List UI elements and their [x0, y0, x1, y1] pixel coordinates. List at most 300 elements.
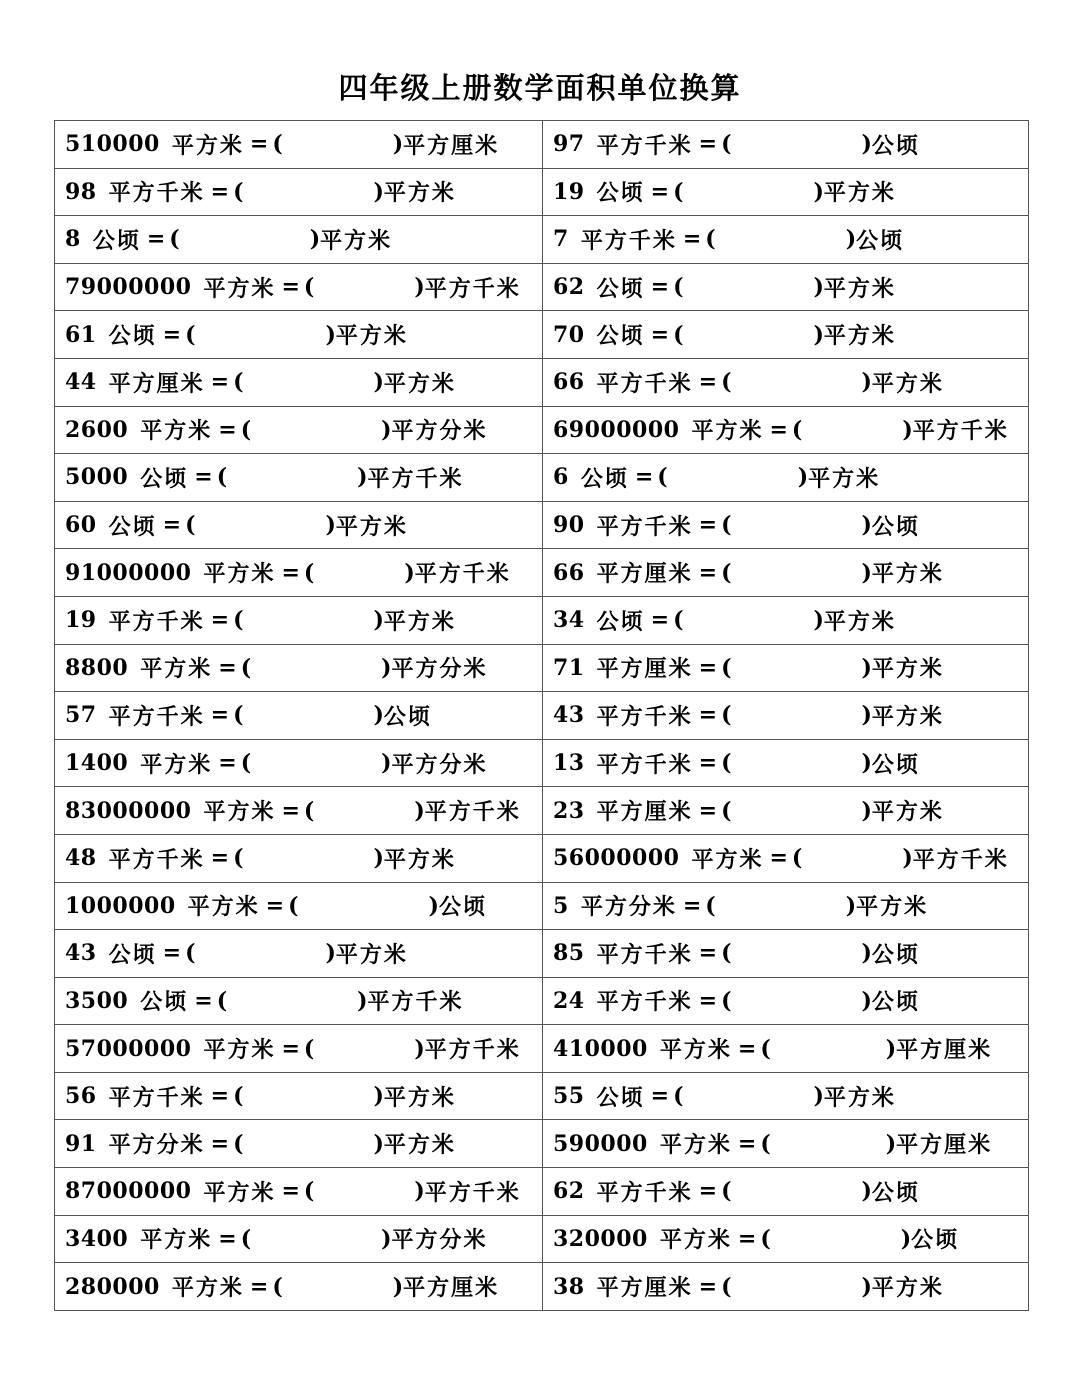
target-unit: 平方千米 [424, 799, 521, 826]
conversion-question [553, 787, 944, 834]
question-cell [55, 596, 543, 644]
close-paren: ) [813, 274, 824, 301]
given-value: 8800 [65, 654, 129, 681]
equals-sign: = [281, 559, 300, 586]
question-cell [55, 1120, 543, 1168]
target-unit: 平方分米 [391, 656, 488, 683]
close-paren: ) [414, 274, 425, 301]
close-paren: ) [392, 131, 404, 158]
open-paren: ( [233, 1130, 244, 1157]
equals-sign: = [682, 892, 702, 919]
question-cell [543, 930, 1029, 978]
conversion-question [65, 692, 432, 739]
close-paren: ) [845, 892, 857, 919]
equals-sign: = [194, 464, 213, 491]
given-value: 38 [553, 1273, 585, 1300]
target-unit: 平方米 [823, 275, 896, 302]
given-unit: 平方米 [140, 656, 213, 683]
open-paren: ( [673, 607, 684, 634]
given-unit: 平方米 [140, 418, 213, 445]
open-paren: ( [233, 702, 244, 729]
open-paren: ( [233, 369, 244, 396]
question-cell [543, 644, 1029, 692]
target-unit: 平方千米 [912, 418, 1009, 445]
question-cell [543, 311, 1029, 359]
given-value: 91 [65, 1130, 97, 1157]
given-value: 8 [65, 226, 81, 253]
given-unit: 平方千米 [108, 608, 205, 635]
conversion-question [553, 835, 1009, 882]
open-paren: ( [721, 654, 732, 681]
conversion-question [553, 1120, 992, 1167]
conversion-question [65, 1263, 499, 1310]
question-cell [55, 168, 543, 216]
question-cell [543, 549, 1029, 597]
equals-sign: = [698, 987, 718, 1014]
question-cell [543, 834, 1029, 882]
conversion-question [65, 1168, 521, 1215]
close-paren: ) [381, 1225, 392, 1252]
close-paren: ) [414, 1178, 425, 1205]
target-unit: 平方千米 [414, 561, 511, 588]
given-value: 5000 [65, 464, 129, 491]
table-row [55, 406, 1029, 454]
close-paren: ) [845, 226, 857, 253]
equals-sign: = [281, 797, 300, 824]
given-value: 66 [553, 559, 585, 586]
given-value: 48 [65, 845, 97, 872]
close-paren: ) [813, 178, 824, 205]
conversion-question [65, 121, 499, 168]
equals-sign: = [162, 940, 182, 967]
given-unit: 公顷 [596, 180, 645, 207]
target-unit: 平方米 [320, 227, 393, 254]
open-paren: ( [657, 464, 668, 491]
target-unit: 平方米 [871, 561, 944, 588]
open-paren: ( [721, 702, 732, 729]
equals-sign: = [162, 321, 182, 348]
open-paren: ( [240, 416, 252, 443]
target-unit: 平方米 [823, 1084, 896, 1111]
conversion-question [553, 597, 896, 644]
question-cell [543, 787, 1029, 835]
equals-sign: = [698, 512, 718, 539]
table-row [55, 501, 1029, 549]
given-value: 57000000 [65, 1035, 192, 1062]
question-cell [543, 121, 1029, 169]
close-paren: ) [861, 654, 872, 681]
given-value: 97 [553, 131, 585, 158]
conversion-question [65, 549, 511, 596]
target-unit: 公顷 [871, 751, 920, 778]
open-paren: ( [760, 1035, 771, 1062]
target-unit: 平方米 [383, 180, 456, 207]
table-row [55, 834, 1029, 882]
equals-sign: = [281, 274, 300, 301]
open-paren: ( [673, 178, 684, 205]
given-value: 5 [553, 892, 569, 919]
close-paren: ) [861, 940, 872, 967]
open-paren: ( [721, 987, 732, 1014]
equals-sign: = [698, 750, 718, 777]
equals-sign: = [146, 226, 166, 253]
table-row [55, 311, 1029, 359]
close-paren: ) [861, 702, 872, 729]
given-unit: 平方千米 [596, 370, 693, 397]
open-paren: ( [673, 274, 684, 301]
conversion-question [553, 692, 944, 739]
conversion-question [65, 787, 521, 834]
open-paren: ( [185, 321, 196, 348]
close-paren: ) [373, 178, 384, 205]
equals-sign: = [265, 892, 285, 919]
target-unit: 公顷 [383, 703, 432, 730]
target-unit: 平方米 [335, 513, 408, 540]
close-paren: ) [861, 1273, 872, 1300]
given-unit: 公顷 [596, 608, 645, 635]
question-cell [55, 358, 543, 406]
given-unit: 平方千米 [108, 846, 205, 873]
question-cell [55, 263, 543, 311]
target-unit: 平方千米 [424, 1037, 521, 1064]
target-unit: 公顷 [871, 941, 920, 968]
close-paren: ) [861, 1178, 872, 1205]
given-unit: 公顷 [596, 1084, 645, 1111]
question-cell [543, 1120, 1029, 1168]
target-unit: 平方米 [808, 465, 881, 492]
given-value: 13 [553, 750, 585, 777]
open-paren: ( [303, 559, 315, 586]
conversion-question [553, 549, 944, 596]
open-paren: ( [721, 369, 732, 396]
equals-sign: = [698, 559, 718, 586]
table-row [55, 739, 1029, 787]
open-paren: ( [791, 416, 803, 443]
conversion-question [65, 930, 408, 977]
close-paren: ) [373, 607, 384, 634]
close-paren: ) [861, 797, 872, 824]
target-unit: 平方米 [383, 846, 456, 873]
given-value: 66 [553, 369, 585, 396]
question-cell [55, 977, 543, 1025]
conversion-question [65, 740, 488, 787]
given-unit: 平方千米 [596, 513, 693, 540]
given-value: 1400 [65, 750, 129, 777]
close-paren: ) [885, 1035, 897, 1062]
given-unit: 平方千米 [108, 180, 205, 207]
conversion-question [65, 1120, 456, 1167]
close-paren: ) [381, 416, 392, 443]
close-paren: ) [392, 1273, 404, 1300]
conversion-question [65, 835, 456, 882]
question-cell [543, 1215, 1029, 1263]
question-cell [543, 501, 1029, 549]
target-unit: 平方分米 [391, 418, 488, 445]
target-unit: 平方米 [871, 370, 944, 397]
question-cell [543, 216, 1029, 264]
conversion-question [553, 1025, 992, 1072]
equals-sign: = [249, 131, 269, 158]
open-paren: ( [303, 274, 315, 301]
given-unit: 公顷 [108, 941, 157, 968]
question-cell [543, 358, 1029, 406]
question-cell [543, 739, 1029, 787]
conversion-question [65, 597, 456, 644]
question-cell [55, 1025, 543, 1073]
equals-sign: = [281, 1035, 300, 1062]
given-value: 6 [553, 464, 569, 491]
given-value: 61 [65, 321, 97, 348]
target-unit: 公顷 [871, 989, 920, 1016]
open-paren: ( [303, 1178, 315, 1205]
question-cell [55, 1168, 543, 1216]
close-paren: ) [813, 607, 824, 634]
question-cell [543, 454, 1029, 502]
question-cell [543, 977, 1029, 1025]
table-row [55, 882, 1029, 930]
table-row [55, 358, 1029, 406]
given-unit: 平方千米 [108, 703, 205, 730]
given-value: 62 [553, 1178, 585, 1205]
target-unit: 平方厘米 [403, 1275, 500, 1302]
given-value: 90 [553, 512, 585, 539]
table-row [55, 930, 1029, 978]
equals-sign: = [210, 1083, 230, 1110]
given-unit: 平方米 [203, 275, 276, 302]
given-unit: 平方米 [203, 1179, 276, 1206]
open-paren: ( [233, 845, 244, 872]
given-value: 43 [553, 702, 585, 729]
question-cell [543, 882, 1029, 930]
conversion-question [553, 930, 920, 977]
table-row [55, 263, 1029, 311]
equals-sign: = [210, 369, 230, 396]
close-paren: ) [813, 1083, 824, 1110]
given-value: 87000000 [65, 1178, 192, 1205]
conversion-table [54, 120, 1029, 1311]
conversion-question [553, 264, 896, 311]
given-value: 70 [553, 321, 585, 348]
question-cell [543, 1025, 1029, 1073]
open-paren: ( [721, 131, 732, 158]
given-value: 91000000 [65, 559, 192, 586]
equals-sign: = [737, 1035, 757, 1062]
conversion-question [65, 264, 521, 311]
open-paren: ( [705, 892, 716, 919]
question-cell [55, 454, 543, 502]
table-row [55, 596, 1029, 644]
given-unit: 平方厘米 [596, 656, 693, 683]
close-paren: ) [381, 750, 392, 777]
close-paren: ) [373, 1083, 384, 1110]
conversion-question [65, 1073, 456, 1120]
question-cell [55, 1263, 543, 1311]
conversion-question [65, 407, 488, 454]
conversion-question [553, 978, 920, 1025]
conversion-question [553, 216, 904, 263]
conversion-question [553, 454, 880, 501]
equals-sign: = [698, 1178, 718, 1205]
open-paren: ( [216, 464, 228, 491]
given-value: 83000000 [65, 797, 192, 824]
equals-sign: = [769, 416, 788, 443]
equals-sign: = [650, 607, 670, 634]
given-unit: 平方厘米 [596, 561, 693, 588]
given-value: 1000000 [65, 892, 176, 919]
given-unit: 平方米 [691, 418, 764, 445]
given-unit: 平方千米 [108, 1084, 205, 1111]
table-row [55, 644, 1029, 692]
close-paren: ) [373, 702, 384, 729]
given-value: 7 [553, 226, 569, 253]
target-unit: 平方分米 [391, 1227, 488, 1254]
given-value: 57 [65, 702, 97, 729]
given-unit: 公顷 [140, 989, 189, 1016]
equals-sign: = [682, 226, 702, 253]
equals-sign: = [650, 274, 670, 301]
target-unit: 平方米 [871, 703, 944, 730]
question-cell [55, 1072, 543, 1120]
open-paren: ( [240, 750, 252, 777]
given-value: 56 [65, 1083, 97, 1110]
given-value: 19 [65, 607, 97, 634]
open-paren: ( [216, 987, 228, 1014]
question-cell [55, 882, 543, 930]
conversion-question [553, 169, 896, 216]
equals-sign: = [249, 1273, 269, 1300]
target-unit: 公顷 [871, 513, 920, 540]
close-paren: ) [902, 845, 913, 872]
given-unit: 平方分米 [108, 1132, 205, 1159]
equals-sign: = [218, 750, 237, 777]
target-unit: 平方米 [823, 180, 896, 207]
equals-sign: = [210, 178, 230, 205]
conversion-question [553, 1168, 920, 1215]
close-paren: ) [900, 1225, 912, 1252]
given-unit: 平方米 [203, 561, 276, 588]
open-paren: ( [721, 559, 732, 586]
target-unit: 公顷 [871, 1179, 920, 1206]
close-paren: ) [357, 464, 368, 491]
target-unit: 公顷 [438, 894, 487, 921]
open-paren: ( [705, 226, 716, 253]
target-unit: 平方分米 [391, 751, 488, 778]
question-cell [543, 1072, 1029, 1120]
given-value: 71 [553, 654, 585, 681]
target-unit: 平方千米 [912, 846, 1009, 873]
close-paren: ) [325, 321, 336, 348]
target-unit: 平方厘米 [403, 132, 500, 159]
open-paren: ( [760, 1130, 771, 1157]
conversion-question [553, 407, 1009, 454]
table-row [55, 1120, 1029, 1168]
given-value: 98 [65, 178, 97, 205]
equals-sign: = [210, 702, 230, 729]
close-paren: ) [381, 654, 392, 681]
given-value: 60 [65, 512, 97, 539]
close-paren: ) [797, 464, 809, 491]
given-unit: 平方分米 [580, 894, 677, 921]
conversion-question [65, 883, 487, 930]
close-paren: ) [404, 559, 415, 586]
given-value: 2600 [65, 416, 129, 443]
given-value: 34 [553, 607, 585, 634]
given-unit: 公顷 [596, 323, 645, 350]
equals-sign: = [218, 654, 237, 681]
page-title: 四年级上册数学面积单位换算 [338, 71, 742, 105]
given-unit: 平方米 [140, 751, 213, 778]
question-cell [543, 406, 1029, 454]
question-cell [543, 168, 1029, 216]
table-row [55, 787, 1029, 835]
close-paren: ) [861, 559, 872, 586]
conversion-question [65, 454, 464, 501]
equals-sign: = [769, 845, 788, 872]
open-paren: ( [185, 512, 196, 539]
equals-sign: = [210, 1130, 230, 1157]
given-value: 62 [553, 274, 585, 301]
close-paren: ) [861, 987, 872, 1014]
equals-sign: = [194, 987, 213, 1014]
close-paren: ) [414, 797, 425, 824]
close-paren: ) [325, 512, 336, 539]
given-unit: 平方千米 [596, 751, 693, 778]
question-cell [55, 644, 543, 692]
given-unit: 公顷 [108, 323, 157, 350]
conversion-question [65, 1216, 488, 1263]
conversion-question [553, 645, 944, 692]
given-value: 85 [553, 940, 585, 967]
close-paren: ) [861, 512, 872, 539]
conversion-question [553, 1216, 959, 1263]
question-cell [55, 1215, 543, 1263]
given-unit: 平方米 [691, 846, 764, 873]
given-value: 19 [553, 178, 585, 205]
given-value: 3400 [65, 1225, 129, 1252]
conversion-question [553, 740, 920, 787]
conversion-question [553, 1263, 944, 1310]
table-row [55, 216, 1029, 264]
open-paren: ( [169, 226, 180, 253]
equals-sign: = [698, 940, 718, 967]
close-paren: ) [414, 1035, 425, 1062]
given-value: 320000 [553, 1225, 648, 1252]
target-unit: 公顷 [856, 227, 905, 254]
given-unit: 平方米 [171, 1275, 244, 1302]
question-cell [55, 311, 543, 359]
table-row [55, 121, 1029, 169]
given-unit: 平方米 [171, 132, 244, 159]
question-cell [55, 787, 543, 835]
given-unit: 平方千米 [580, 227, 677, 254]
given-unit: 平方米 [140, 1227, 213, 1254]
target-unit: 平方米 [823, 608, 896, 635]
given-unit: 公顷 [108, 513, 157, 540]
given-value: 280000 [65, 1273, 160, 1300]
equals-sign: = [634, 464, 654, 491]
question-cell [543, 263, 1029, 311]
open-paren: ( [673, 321, 684, 348]
target-unit: 平方米 [871, 799, 944, 826]
open-paren: ( [721, 940, 732, 967]
open-paren: ( [233, 178, 244, 205]
question-cell [55, 216, 543, 264]
given-unit: 平方米 [659, 1037, 732, 1064]
equals-sign: = [218, 1225, 237, 1252]
conversion-question [65, 169, 456, 216]
open-paren: ( [303, 1035, 315, 1062]
conversion-question [65, 311, 408, 358]
